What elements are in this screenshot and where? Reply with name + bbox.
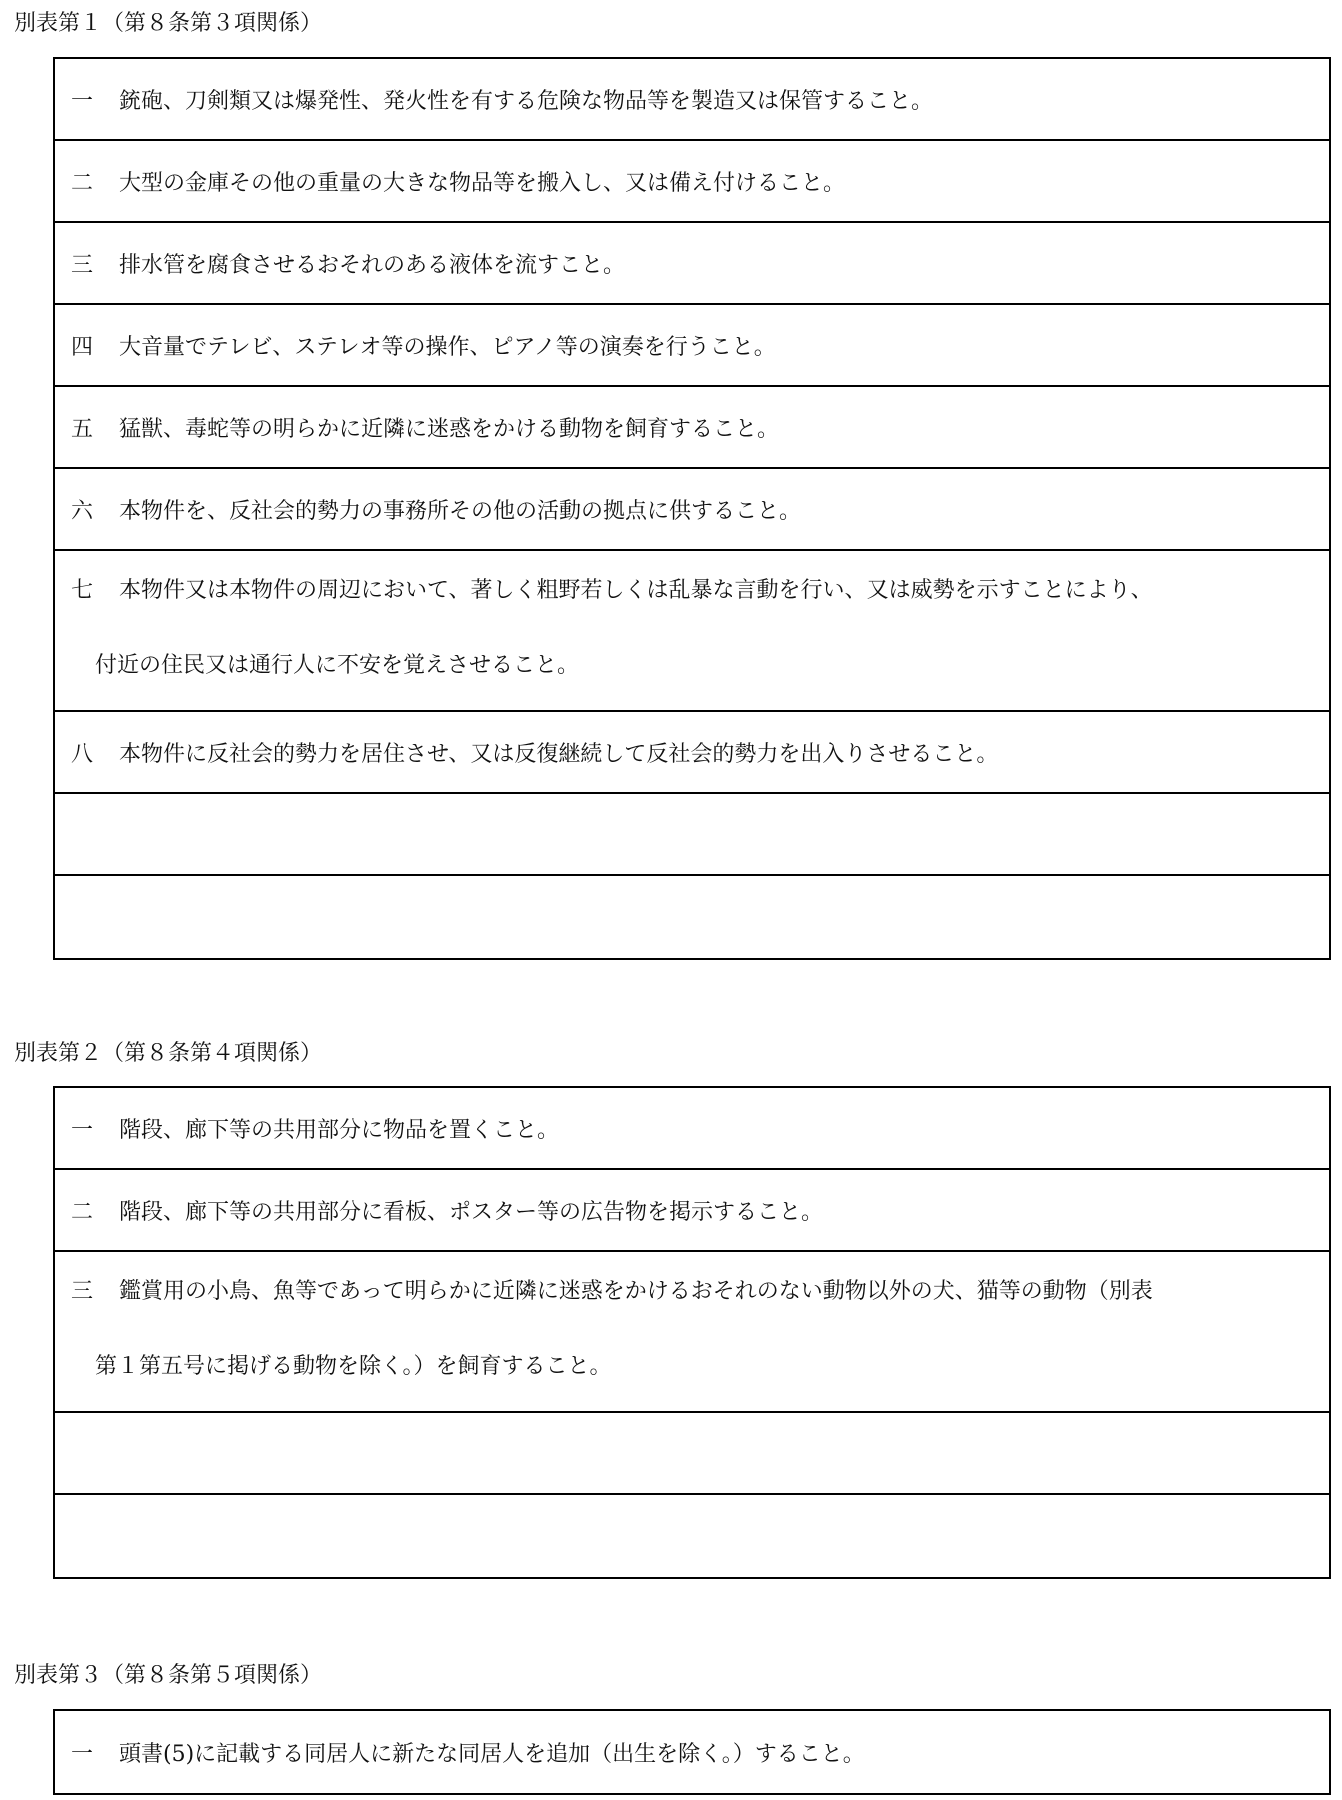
item-text-continued: 第１第五号に掲げる動物を除く。）を飼育すること。: [95, 1354, 612, 1379]
item-text: 銃砲、刀剣類又は爆発性、発火性を有する危険な物品等を製造又は保管すること。: [119, 88, 934, 114]
table3-title: 別表第３（第８条第５項関係）: [14, 1663, 323, 1688]
item-text: 階段、廊下等の共用部分に看板、ポスター等の広告物を掲示すること。: [119, 1199, 824, 1225]
table-row: [55, 59, 1329, 141]
table1-title: 別表第１（第８条第３項関係）: [14, 11, 323, 36]
item-number: 四: [71, 334, 94, 360]
empty-row: [55, 794, 1329, 876]
item-number: 二: [71, 170, 94, 196]
item-text: 頭書(5)に記載する同居人に新たな同居人を追加（出生を除く。）すること。: [119, 1741, 865, 1767]
table-row: [55, 223, 1329, 305]
table3: [53, 1709, 1331, 1795]
table-row: [55, 1170, 1329, 1252]
item-number: 一: [71, 1741, 94, 1767]
item-number: 三: [71, 252, 94, 278]
item-text: 本物件を、反社会的勢力の事務所その他の活動の拠点に供すること。: [119, 498, 802, 524]
table-row: [55, 712, 1329, 794]
item-number: 一: [71, 88, 94, 114]
item-number: 八: [71, 741, 94, 767]
item-number: 二: [71, 1199, 94, 1225]
table-row: [55, 1711, 1329, 1793]
table-row: [55, 141, 1329, 223]
item-number: 七: [71, 578, 94, 603]
item-text: 排水管を腐食させるおそれのある液体を流すこと。: [119, 252, 626, 278]
table-row: [55, 387, 1329, 469]
empty-row: [55, 1495, 1329, 1577]
item-text: 大型の金庫その他の重量の大きな物品等を搬入し、又は備え付けること。: [119, 170, 846, 196]
table-row: [55, 305, 1329, 387]
table-row: [55, 1088, 1329, 1170]
table2-title: 別表第２（第８条第４項関係）: [14, 1041, 323, 1066]
item-text: 本物件又は本物件の周辺において、著しく粗野若しくは乱暴な言動を行い、又は威勢を示すことにより、: [119, 578, 1153, 603]
item-text: 本物件に反社会的勢力を居住させ、又は反復継続して反社会的勢力を出入りさせること。: [119, 741, 999, 767]
item-text: 猛獣、毒蛇等の明らかに近隣に迷惑をかける動物を飼育すること。: [119, 416, 780, 442]
table2: [53, 1086, 1331, 1579]
item-number: 三: [71, 1279, 94, 1304]
item-number: 五: [71, 416, 94, 442]
item-number: 六: [71, 498, 94, 524]
table-row: [55, 1252, 1329, 1413]
item-number: 一: [71, 1117, 94, 1143]
empty-row: [55, 876, 1329, 958]
item-text-continued: 付近の住民又は通行人に不安を覚えさせること。: [95, 653, 580, 678]
table-row: [55, 551, 1329, 712]
item-text: 大音量でテレビ、ステレオ等の操作、ピアノ等の演奏を行うこと。: [119, 334, 776, 360]
item-text: 階段、廊下等の共用部分に物品を置くこと。: [119, 1117, 560, 1143]
item-text: 鑑賞用の小鳥、魚等であって明らかに近隣に迷惑をかけるおそれのない動物以外の犬、猫等の動物（別表: [119, 1279, 1153, 1304]
table-row: [55, 469, 1329, 551]
empty-row: [55, 1413, 1329, 1495]
table1: [53, 57, 1331, 960]
